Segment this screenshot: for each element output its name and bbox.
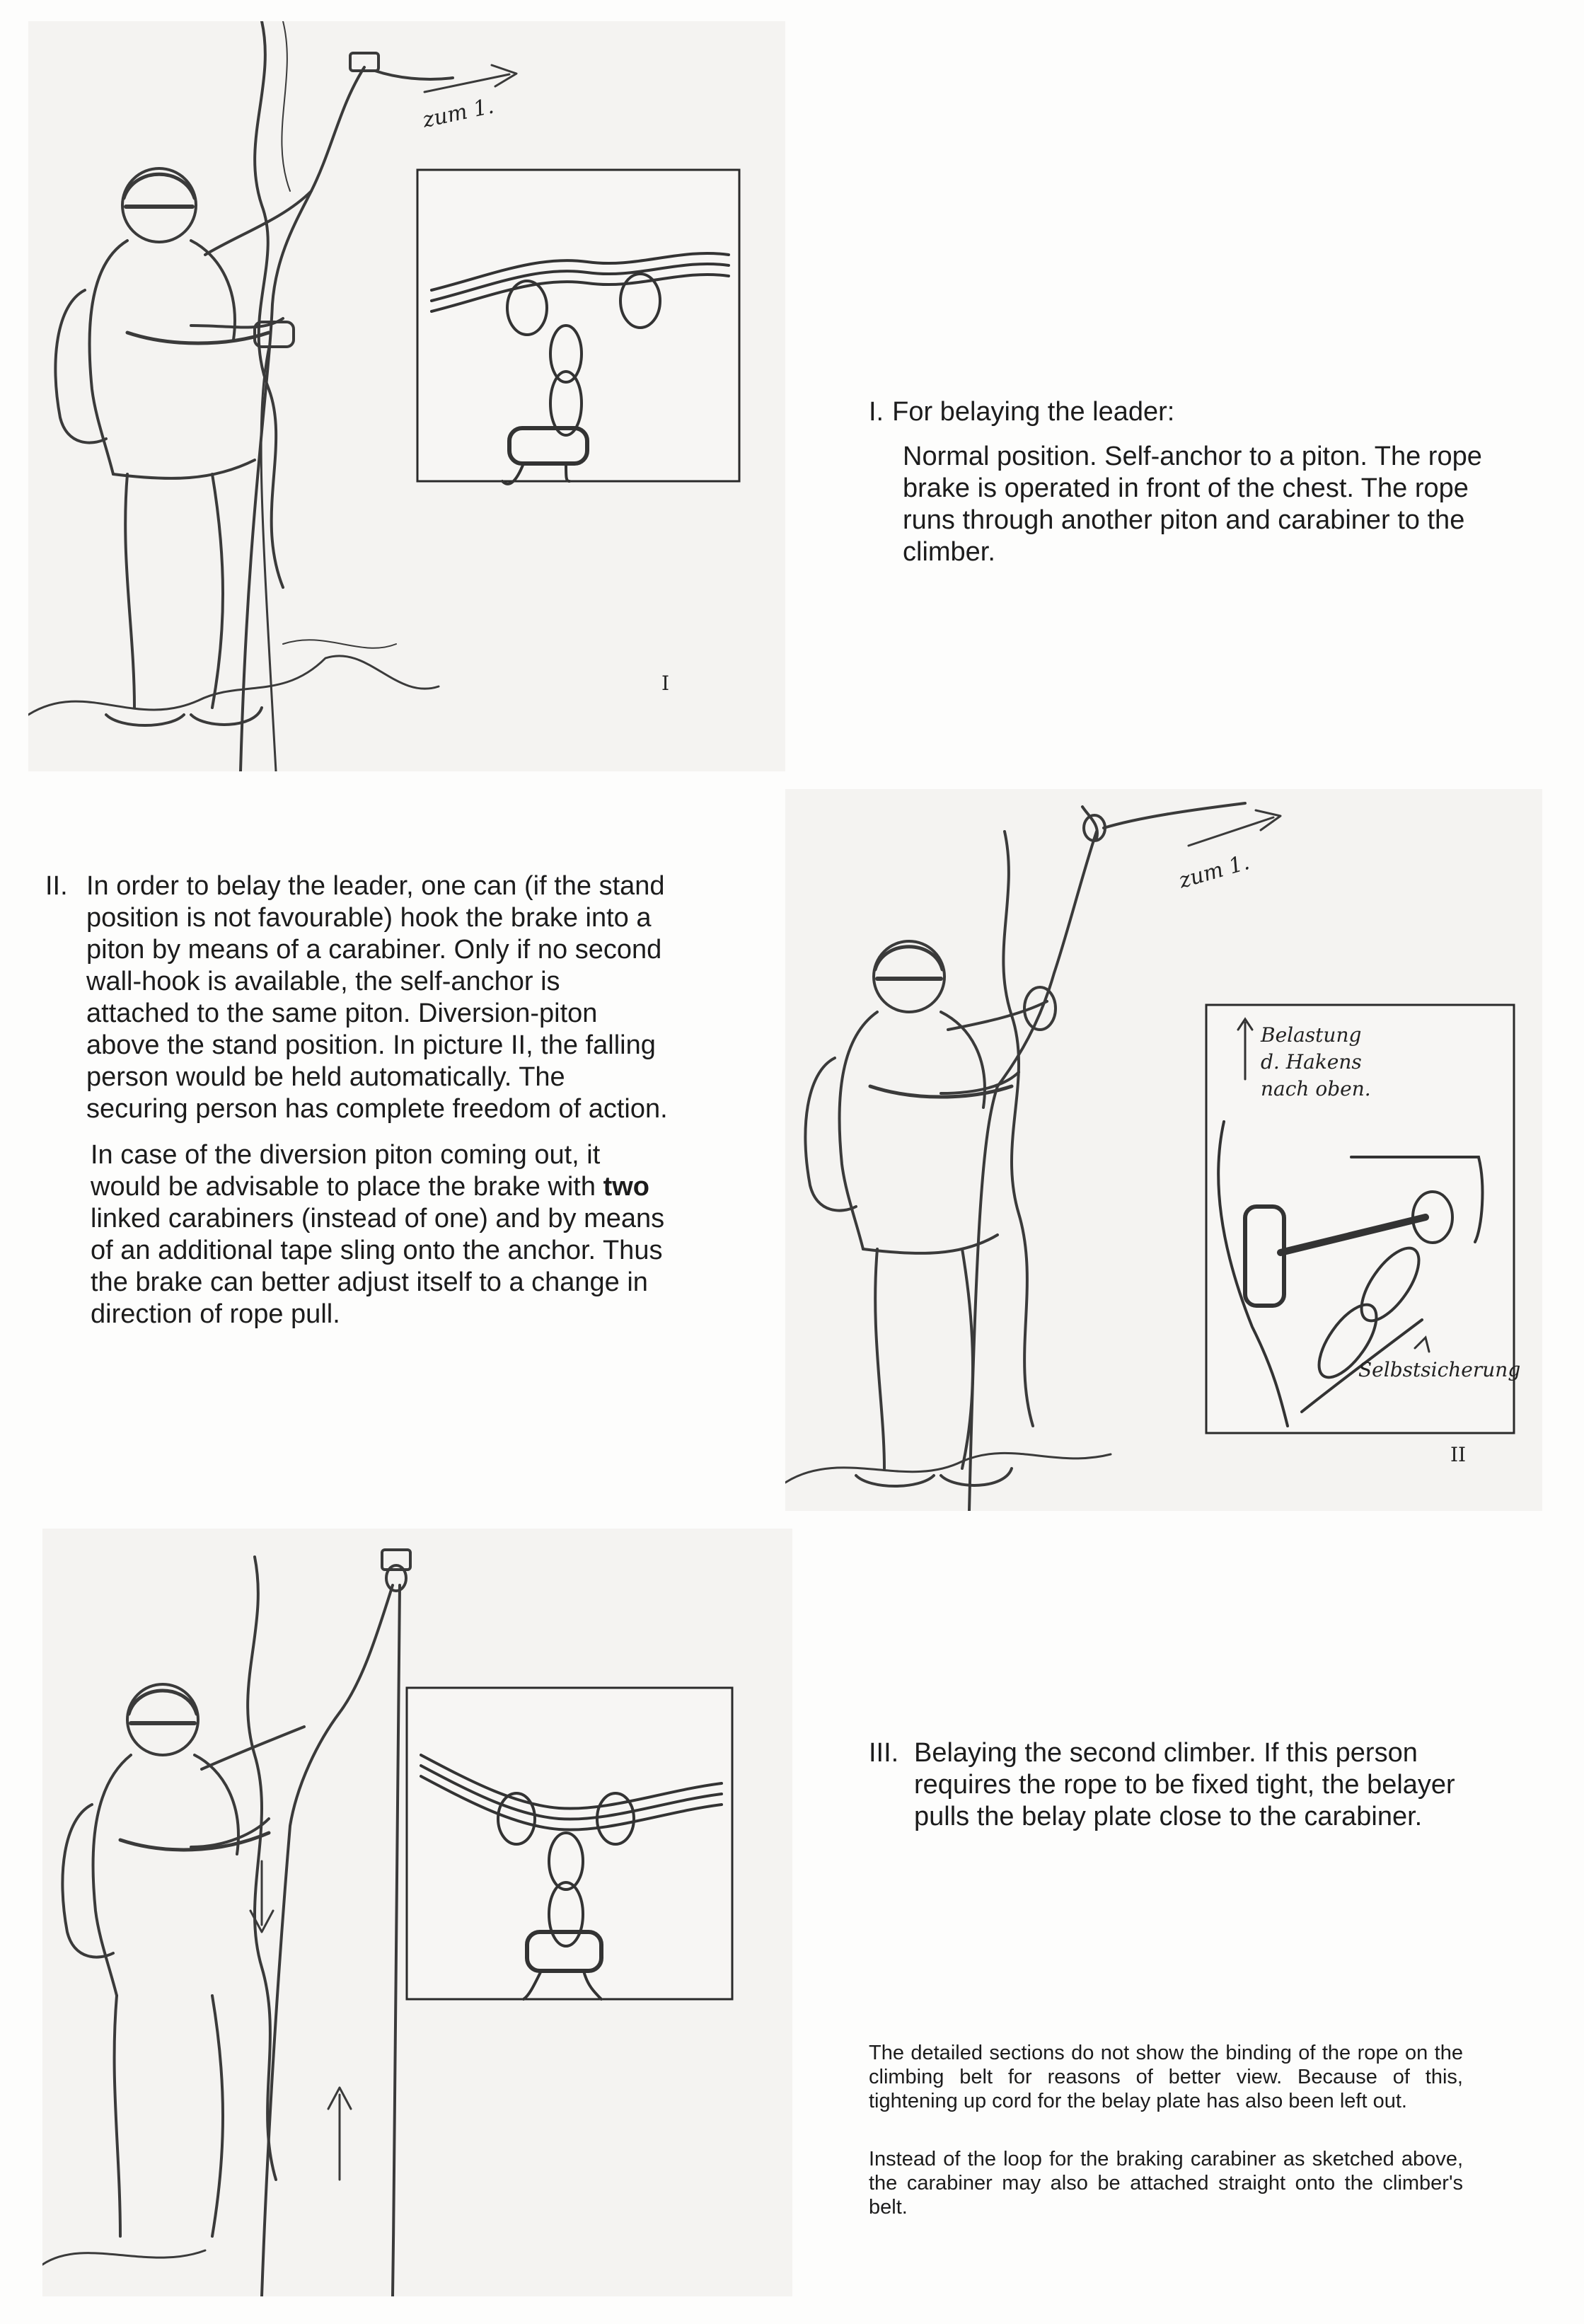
figure-2-note-line-2: d. Hakens	[1261, 1050, 1362, 1074]
section-3	[869, 1737, 1491, 1833]
figure-2-note-line-1: Belastung	[1261, 1023, 1362, 1047]
section-1-body: Normal position. Self-anchor to a piton. The rope brake is operated in front of the chest. The rope runs through another piton and carabiner to the climber.	[903, 442, 1482, 567]
figure-2-inset-label: Selbstsicherung	[1358, 1358, 1521, 1381]
figure-1-drawing	[28, 21, 785, 771]
section-2-emphasis: two	[603, 1172, 649, 1202]
section-2-body-2-end: linked carabiners (instead of one) and by means of an additional tape sling onto the anchor. Thus the brake can better adjust itself to a change in direction of rope pull.	[91, 1204, 665, 1329]
footnote-1: The detailed sections do not show the binding of the rope on the climbing belt for reasons of better view. Because of this, tightening up cord for the belay plate has also been left out.	[869, 2042, 1463, 2112]
figure-2-arrow-label: zum 1.	[1176, 850, 1252, 894]
section-1	[869, 396, 1491, 568]
section-2-numeral: II.	[45, 871, 68, 901]
figure-2-note-line-3: nach oben.	[1261, 1077, 1371, 1100]
section-2-body-1: In order to belay the leader, one can (if the stand position is not favourable) hook the brake into a piton by means of a carabiner. Only if no second wall-hook is available, the self-anchor is attached to the same piton. Diversion-piton above the stand position. In picture II, the falling person would be held automatically. The securing person has complete freedom of action.	[86, 871, 668, 1124]
section-1-heading	[869, 396, 1491, 428]
footnote-2: Instead of the loop for the braking carabiner as sketched above, the carabiner may also be attached straight onto the climber's belt.	[869, 2148, 1463, 2219]
figure-2-illustration	[785, 789, 1542, 1511]
figure-3-inset	[407, 1688, 732, 1999]
section-1-numeral: I.	[869, 397, 884, 427]
figure-3-drawing	[42, 1529, 792, 2296]
section-2	[45, 870, 668, 1330]
figure-2-inset	[1206, 1005, 1520, 1433]
section-3-paragraph	[869, 1737, 1491, 1833]
figure-1-arrow-label: zum 1.	[420, 93, 497, 133]
section-3-body: Belaying the second climber. If this person requires the rope to be fixed tight, the belayer pulls the belay plate close to the carabiner.	[914, 1738, 1455, 1831]
section-3-numeral: III.	[869, 1738, 899, 1768]
figure-1-illustration	[28, 21, 785, 771]
figure-2-drawing	[785, 789, 1542, 1511]
figure-3-illustration	[42, 1529, 792, 2296]
section-2-body-2-start: In case of the diversion piton coming out, it would be advisable to place the brake with	[91, 1140, 603, 1202]
figure-1-label: I	[661, 672, 670, 695]
section-2-paragraph-1	[45, 870, 668, 1125]
section-1-title: For belaying the leader:	[892, 397, 1175, 427]
figure-2-label: II	[1450, 1443, 1467, 1466]
figure-1-inset	[417, 170, 739, 484]
section-2-paragraph-2	[45, 1139, 668, 1330]
